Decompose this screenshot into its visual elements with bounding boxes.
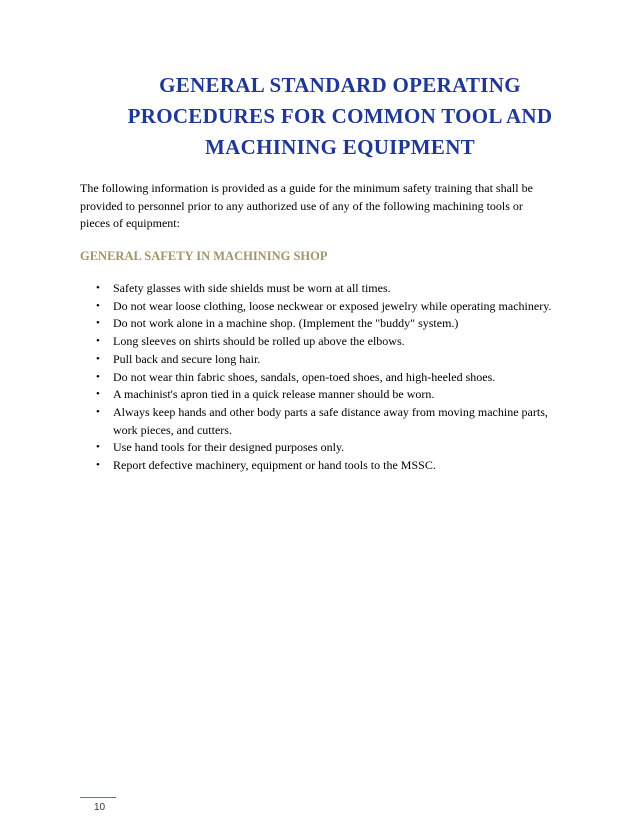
list-item [80,439,580,457]
list-item [80,315,580,333]
list-item [80,386,580,404]
bullet-icon: • [96,352,100,365]
document-title [60,70,620,163]
bullet-icon: • [96,370,100,383]
list-item-text: Pull back and secure long hair. [113,351,261,366]
intro-line-2: provided to personnel prior to any authorized use of any of the following machining tools or [80,198,523,213]
title-line-2: PROCEDURES FOR COMMON TOOL AND [127,104,553,128]
section-heading: GENERAL SAFETY IN MACHINING SHOP [80,249,328,263]
list-item-text: Always keep hands and other body parts a safe distance away from moving machine parts, [113,404,548,419]
list-item-text: A machinist's apron tied in a quick release manner should be worn. [113,387,435,402]
list-item-text: Report defective machinery, equipment or hand tools to the MSSC. [113,458,436,473]
intro-paragraph [80,180,580,233]
title-line-1: GENERAL STANDARD OPERATING [159,73,521,97]
bullet-icon: • [96,282,100,294]
list-item-text: Use hand tools for their designed purposes only. [113,440,345,455]
list-item [80,298,580,316]
bullet-icon: • [96,405,100,418]
list-item [80,457,580,475]
intro-line-3: pieces of equipment: [80,216,180,230]
title-line-3: MACHINING EQUIPMENT [205,135,475,159]
list-item [80,351,580,369]
list-item [80,280,580,298]
bullet-icon: • [96,317,100,330]
bullet-icon: • [96,299,100,312]
bullet-icon: • [96,441,100,454]
bullet-icon: • [96,388,100,401]
list-item [80,369,580,387]
list-item [80,333,580,351]
list-item-text: Safety glasses with side shields must be worn at all times. [113,281,391,295]
list-item-text-continued: work pieces, and cutters. [113,422,232,437]
list-item [80,404,580,439]
page-number: 10 [94,802,106,813]
safety-rules-list [80,280,580,475]
list-item-text: Do not work alone in a machine shop. (Implement the "buddy" system.) [113,316,459,331]
intro-line-1: The following information is provided as a guide for the minimum safety training that shall be [80,181,533,195]
list-item-text: Long sleeves on shirts should be rolled up above the elbows. [113,334,405,349]
bullet-icon: • [96,459,100,472]
list-item-text: Do not wear thin fabric shoes, sandals, open-toed shoes, and high-heeled shoes. [113,369,496,384]
footer-divider [80,797,116,798]
list-item-text: Do not wear loose clothing, loose neckwear or exposed jewelry while operating machinery. [113,298,552,313]
bullet-icon: • [96,335,100,348]
